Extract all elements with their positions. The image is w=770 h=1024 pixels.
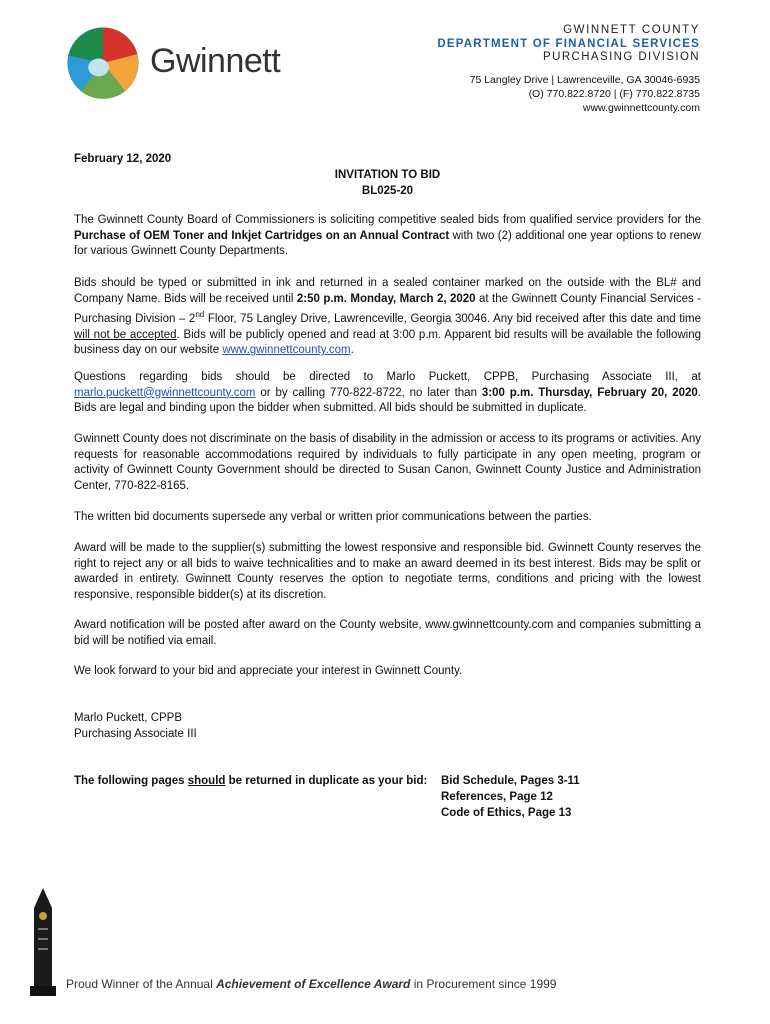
- phone: (O) 770.822.8720 | (F) 770.822.8735: [528, 87, 700, 100]
- signer-role: Purchasing Associate III: [74, 727, 197, 740]
- p3-text-a: Questions regarding bids should be directed to Marlo Puckett, CPPB, Purchasing Associate III, at: [74, 371, 701, 383]
- p2-text-g: .: [350, 344, 354, 357]
- p1-text-a: The Gwinnett County Board of Commissioners is soliciting competitive sealed bids from qualified service providers for the: [74, 214, 701, 226]
- should-text: should: [187, 775, 226, 787]
- paragraph-2: [74, 276, 701, 359]
- p2-text-c: at the Gwinnett County Financial Services - Purchasing Division – 2: [74, 292, 702, 326]
- footer-note: [66, 977, 556, 991]
- returns-text-a: The following pages: [74, 775, 188, 787]
- paragraph-1: [74, 213, 701, 260]
- footer-text-c: in Procurement since 1999: [410, 977, 557, 991]
- not-accepted-text: will not be accepted: [74, 328, 177, 341]
- county-name: GWINNETT COUNTY: [563, 24, 700, 36]
- p1-text-c: with two (2) additional one year options to renew for various Gwinnett County Departments.: [74, 229, 701, 258]
- bid-number: BL025-20: [361, 185, 414, 197]
- division-name: PURCHASING DIVISION: [543, 51, 700, 63]
- list-item: References, Page 12: [441, 791, 553, 803]
- paragraph-7: Award notification will be posted after award on the County website, www.gwinnettcounty.com and companies submitting a bid will be notified via email.: [74, 619, 701, 647]
- contact-block: [437, 73, 700, 115]
- returns-instruction: [74, 773, 427, 789]
- award-name: Achievement of Excellence Award: [216, 977, 411, 991]
- email-link[interactable]: marlo.puckett@gwinnettcounty.com: [74, 386, 256, 399]
- p2-text-d: Floor, 75 Langley Drive, Lawrenceville, Georgia 30046. Any bid received after this date and time: [204, 313, 702, 326]
- award-trophy-icon: [30, 888, 56, 996]
- paragraph-3: [74, 370, 701, 417]
- bid-deadline: 2:50 p.m. Monday, March 2, 2020: [296, 292, 476, 305]
- floor-suffix: nd: [195, 310, 205, 320]
- document-title: INVITATION TO BID: [334, 169, 441, 181]
- p2-text-f: . Bids will be publicly opened and read at 3:00 p.m. Apparent bid results will be available the following business day on our website: [74, 328, 701, 357]
- brand-name: Gwinnett: [150, 42, 281, 80]
- p3-text-b: or by calling 770-822-8722, no later than: [255, 386, 482, 399]
- paragraph-8: We look forward to your bid and appreciate your interest in Gwinnett County.: [74, 665, 463, 677]
- letterhead: [437, 24, 700, 115]
- website: www.gwinnettcounty.com: [582, 101, 700, 114]
- p3-text-d: . Bids are legal and binding upon the bidder when submitted. All bids should be submitted in duplicate.: [74, 386, 701, 415]
- questions-deadline: 3:00 p.m. Thursday, February 20, 2020: [481, 386, 698, 399]
- department-name: DEPARTMENT OF FINANCIAL SERVICES: [437, 37, 700, 50]
- returns-list: [441, 773, 580, 821]
- letter-date: February 12, 2020: [74, 153, 172, 165]
- list-item: Bid Schedule, Pages 3-11: [441, 775, 580, 787]
- paragraph-6: Award will be made to the supplier(s) submitting the lowest responsive and responsible bid. Gwinnett County reserves the right to reject any or all bids to waive technicalities and to make an award deemed in its best interest. Bids may be split or awarded in entirety. Gwinnett County reserves the option to negotiate terms, conditions and pricing with the lowest responsive, responsible bidder(s) at its discretion.: [74, 542, 701, 601]
- signer-name: Marlo Puckett, CPPB: [74, 712, 183, 724]
- address: 75 Langley Drive | Lawrenceville, GA 30046-6935: [469, 73, 700, 86]
- paragraph-5: The written bid documents supersede any verbal or written prior communications between the parties.: [74, 511, 592, 523]
- footer-text-a: Proud Winner of the Annual: [66, 977, 217, 991]
- gwinnett-logo-icon: [66, 26, 140, 100]
- list-item: Code of Ethics, Page 13: [441, 807, 572, 819]
- returns-text-c: be returned in duplicate as your bid:: [225, 775, 428, 787]
- p2-text-a: Bids should be typed or submitted in ink and returned in a sealed container marked on the outside with the BL# and Company Name. Bids will be received until: [74, 277, 701, 305]
- signature-block: [74, 711, 701, 742]
- paragraph-4: Gwinnett County does not discriminate on the basis of disability in the admission or access to its programs or activities. Any requests for reasonable accommodations required by individuals to fully participate in any open meeting, program or activity of Gwinnett County Government should be directed to Susan Canon, Gwinnett County Justice and Administration Center, 770-822-8165.: [74, 433, 701, 492]
- website-link[interactable]: www.gwinnettcounty.com: [222, 344, 351, 357]
- contract-title: Purchase of OEM Toner and Inkjet Cartridges on an Annual Contract: [74, 229, 450, 242]
